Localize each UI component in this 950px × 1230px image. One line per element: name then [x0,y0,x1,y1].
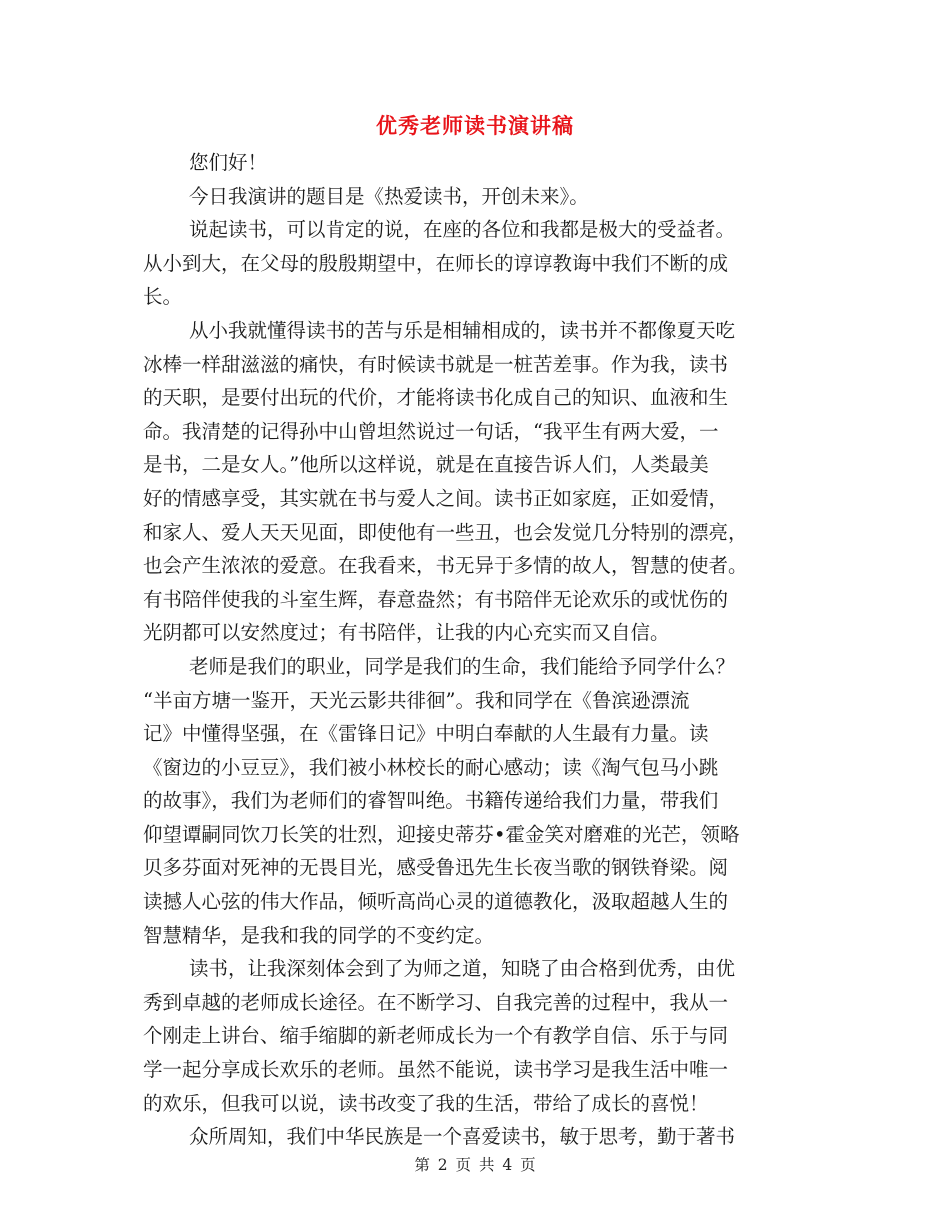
text-line: 读书，让我深刻体会到了为师之道，知晓了由合格到优秀，由优 [189,957,736,981]
page-title: 优秀老师读书演讲稿 [376,113,574,138]
text-line: 《窗边的小豆豆》，我们被小林校长的耐心感动；读《淘气包马小跳 [143,755,719,779]
text-line: 众所周知，我们中华民族是一个喜爱读书，敏于思考，勤于著书 [189,1125,736,1149]
text-line: 贝多芬面对死神的无畏目光，感受鲁迅先生长夜当歌的钢铁脊梁。阅 [143,856,729,880]
text-line: 的欢乐，但我可以说，读书改变了我的生活，带给了成长的喜悦！ [143,1091,709,1115]
text-line: 从小到大，在父母的殷殷期望中，在师长的谆谆教诲中我们不断的成 [143,251,729,275]
text-line: 冰棒一样甜滋滋的痛快，有时候读书就是一桩苦差事。作为我，读书 [143,352,729,376]
text-line: 说起读书，可以肯定的说，在座的各位和我都是极大的受益者。 [189,218,736,242]
text-line: 长。 [143,285,183,309]
text-line: 今日我演讲的题目是《热爱读书，开创未来》。 [189,184,589,208]
text-line: 的天职，是要付出玩的代价，才能将读书化成自己的知识、血液和生 [143,386,729,410]
text-line: 的故事》，我们为老师们的睿智叫绝。书籍传递给我们力量，带我们 [143,789,719,813]
text-line: 仰望谭嗣同饮刀长笑的壮烈，迎接史蒂芬•霍金笑对磨难的光芒，领略 [143,822,740,846]
text-line: 秀到卓越的老师成长途径。在不断学习、自我完善的过程中，我从一 [143,990,729,1014]
text-line: 学一起分享成长欢乐的老师。虽然不能说，读书学习是我生活中唯一 [143,1058,729,1082]
text-line: 也会产生浓浓的爱意。在我看来，书无异于多情的故人，智慧的使者。 [143,554,748,578]
text-line: 命。我清楚的记得孙中山曾坦然说过一句话，“我平生有两大爱，一 [143,419,719,443]
text-line: 有书陪伴使我的斗室生辉，春意盎然；有书陪伴无论欢乐的或忧伤的 [143,587,729,611]
text-line: 好的情感享受，其实就在书与爱人之间。读书正如家庭，正如爱情， [143,486,729,510]
text-line: 您们好！ [189,151,268,174]
page-footer: 第 2 页 共 4 页 [414,1156,536,1174]
text-line: 个刚走上讲台、缩手缩脚的新老师成长为一个有教学自信、乐于与同 [143,1024,729,1048]
document-body [143,146,805,1154]
text-line: 从小我就懂得读书的苦与乐是相辅相成的，读书并不都像夏天吃 [189,318,736,342]
text-line: 光阴都可以安然度过；有书陪伴，让我的内心充实而又自信。 [143,621,670,645]
text-line: 和家人、爱人天天见面，即使他有一些丑，也会发觉几分特别的漂亮， [143,520,748,544]
text-line: 老师是我们的职业，同学是我们的生命，我们能给予同学什么？ [189,654,736,678]
text-line: 是书，二是女人。”他所以这样说，就是在直接告诉人们，人类最美 [143,453,709,477]
text-line: “半亩方塘一鉴开，天光云影共徘徊”。我和同学在《鲁滨逊漂流 [143,688,690,712]
text-line: 智慧精华，是我和我的同学的不变约定。 [143,923,495,947]
text-line: 记》中懂得坚强，在《雷锋日记》中明白奉献的人生最有力量。读 [143,722,709,746]
text-line: 读撼人心弦的伟大作品，倾听高尚心灵的道德教化，汲取超越人生的 [143,890,729,914]
